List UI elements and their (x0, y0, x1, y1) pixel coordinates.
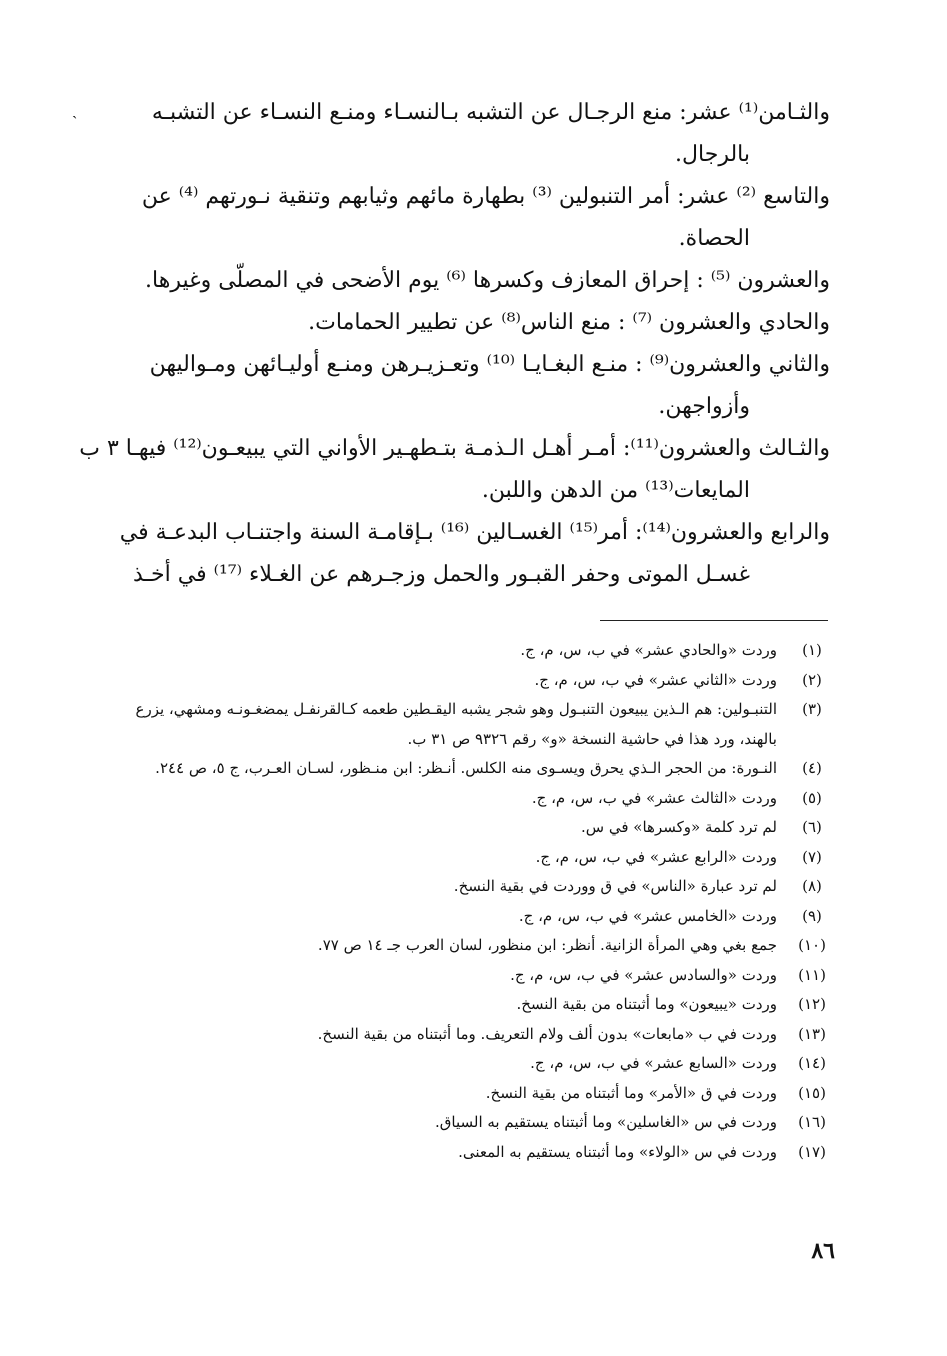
paragraph-item (78, 302, 830, 344)
footnote (110, 872, 832, 902)
main-text (78, 92, 830, 596)
footnote (110, 1138, 832, 1168)
paragraph-item (78, 260, 830, 302)
footnote (110, 813, 832, 843)
footnote (110, 1079, 832, 1109)
paragraph-line: والثـامن⁽¹⁾ عشر: منع الرجـال عن التشبه بـالنسـاء ومنـع النسـاء عن التشبـه (151, 100, 830, 125)
footnote (110, 695, 832, 754)
footnote-text: لم ترد كلمة «وكسرها» في س. (581, 818, 777, 836)
footnote-number: (١٦) (798, 1113, 826, 1131)
footnote-text: وردت في ق «الأمر» وما أثبتناه من بقية النسخ. (485, 1083, 777, 1102)
paragraph-item (78, 176, 830, 260)
paragraph-continuation: الحصاة. (678, 226, 750, 251)
footnote-number: (١) (802, 641, 822, 659)
footnote-text: وردت «يبيعون» وما أثبتناه من بقية النسخ. (516, 995, 777, 1013)
footnote-number: (٢) (802, 670, 822, 689)
paragraph-continuation: وأزواجهن. (658, 394, 750, 419)
footnote-number: (٣) (802, 700, 822, 718)
footnote-number: (٩) (802, 906, 822, 925)
footnote (110, 666, 832, 696)
footnote-number: (١٧) (798, 1142, 826, 1161)
paragraph-item (78, 92, 830, 176)
footnote-number: (١١) (798, 965, 826, 984)
footnote-number: (١٥) (798, 1083, 826, 1102)
footnote-number: (٧) (802, 847, 822, 866)
paragraph-line: والحادي والعشرون ⁽⁷⁾ : منع الناس⁽⁸⁾ عن تطيير الحمامات. (308, 310, 830, 335)
footnote (110, 931, 832, 961)
footnote (110, 1020, 832, 1050)
margin-mark: ˏ (72, 100, 78, 119)
paragraph-line: والتاسع ⁽²⁾ عشر: أمر التنبولين ⁽³⁾ بطهارة مائهم وثيابهم وتنقية نـورتهم ⁽⁴⁾ عن (141, 184, 830, 209)
paragraph-continuation: المايعات⁽¹³⁾ من الدهن واللبن. (481, 478, 750, 503)
page-number: ٨٦ (811, 1238, 835, 1264)
footnote (110, 1108, 832, 1138)
footnote-separator (600, 620, 828, 621)
paragraph-line: والرابع والعشرون⁽¹⁴⁾: أمر⁽¹⁵⁾ الغسـالين ⁽¹⁶⁾ بـإقامـة السنة واجتنـاب البدعـة في (119, 520, 830, 545)
footnote-text: جمع بغي وهي المرأة الزانية. أنظر: ابن منظور، لسان العرب جـ ١٤ ص ٧٧. (317, 936, 777, 954)
paragraph-line: والثـالث والعشرون⁽¹¹⁾: أمـر أهـل الـذمـة بتـطهـير الأواني التي يبيعـون⁽¹²⁾ فيهـا ٣ ب (79, 436, 830, 461)
footnote-text: وردت «الخامس عشر» في ب، س، م، ج. (518, 906, 777, 925)
paragraph-line: والعشرون ⁽⁵⁾ : إحراق المعازف وكسرها ⁽⁶⁾ يوم الأضحى في المصلّى وغيرها. (145, 268, 830, 293)
paragraph-continuation: غسـل الموتى وحفر القبـور والحمل وزجـرهم عن الغـلاء ⁽¹⁷⁾ في أخـذ (133, 562, 750, 587)
paragraph-continuation: بالرجال. (675, 142, 750, 167)
footnote-text: وردت «الرابع عشر» في ب، س، م، ج. (535, 847, 777, 866)
footnote (110, 754, 832, 784)
footnote-text: وردت «والسادس عشر» في ب، س، م، ج. (510, 965, 777, 984)
footnote-text: وردت في س «الولاء» وما أثبتناه يستقيم به المعنى. (458, 1142, 777, 1161)
footnote (110, 961, 832, 991)
footnote-text: وردت «الثاني عشر» في ب، س، م، ج. (534, 670, 777, 689)
paragraph-line: والثاني والعشرون⁽⁹⁾ : منـع البغـايـا ⁽¹⁰⁾ وتعـزيـرهن ومنـع أوليـائهن ومـواليهن (149, 352, 830, 377)
footnote (110, 1049, 832, 1079)
footnote-text: وردت «السابع عشر» في ب، س، م، ج. (530, 1054, 777, 1072)
footnote (110, 636, 832, 666)
footnote-number: (٤) (802, 759, 822, 777)
footnote-text: وردت «الثالث عشر» في ب، س، م، ج. (531, 788, 777, 807)
footnote-text: النـورة: من الحجر الـذي يحرق ويسـوى منه الكلس. أنـظر: ابن منـظور، لسـان العـرب، ج ٥، ص ٢٤٤. (155, 759, 777, 777)
footnote-number: (٨) (802, 877, 822, 895)
footnote-text: وردت في س «الغاسلين» وما أثبتناه يستقيم به السياق. (434, 1113, 777, 1131)
footnote-text: وردت في ب «مابعات» بدون ألف ولام التعريف. وما أثبتناه من بقية النسخ. (317, 1024, 777, 1043)
footnote (110, 902, 832, 932)
footnote (110, 990, 832, 1020)
paragraph-item (78, 428, 830, 512)
footnote-text: وردت «والحادي عشر» في ب، س، م، ج. (520, 641, 777, 659)
footnote-number: (٥) (802, 788, 822, 807)
paragraph-item (78, 344, 830, 428)
footnote (110, 784, 832, 814)
footnote-number: (١٣) (798, 1024, 826, 1043)
footnote-text: التنبـولين: هم الـذين يبيعون التنبـول وهو شجر يشبه اليقـطين طعمه كـالقرنفـل يمضغـونـه ومشهي، يزرع بالهند، ورد هذا في حاشية النسخة «و» رقم ٩٣٢٦ ص ٣١ ب. (135, 700, 777, 748)
footnote-number: (١٢) (798, 995, 826, 1013)
footnote-number: (٦) (802, 818, 822, 836)
footnotes (110, 636, 832, 1167)
footnote-number: (١٠) (798, 936, 826, 954)
paragraph-item (78, 512, 830, 596)
footnote (110, 843, 832, 873)
footnote-number: (١٤) (798, 1054, 826, 1072)
footnote-text: لم ترد عبارة «الناس» في ق ووردت في بقية النسخ. (453, 877, 777, 895)
